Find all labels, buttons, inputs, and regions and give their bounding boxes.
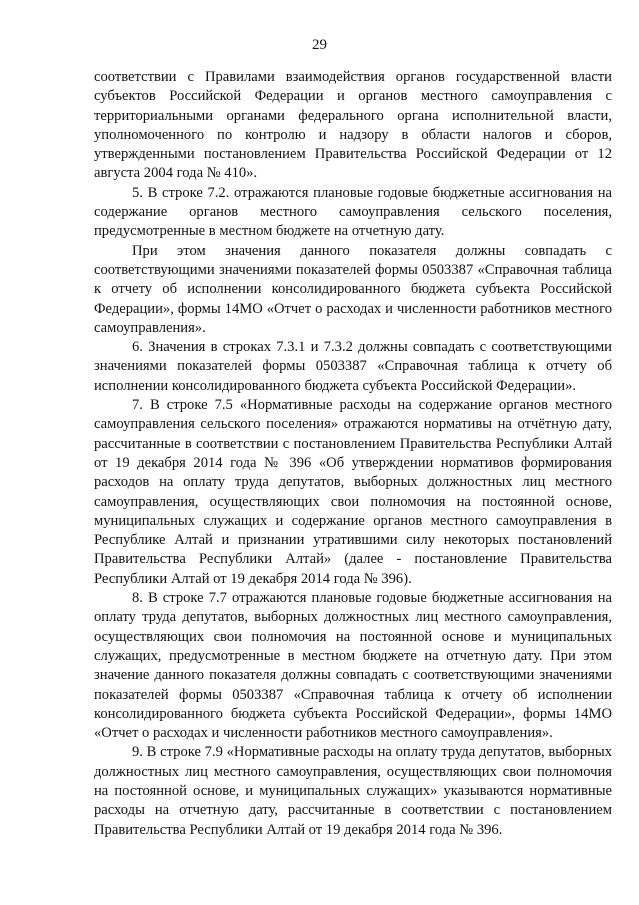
- paragraph-item-9: 9. В строке 7.9 «Нормативные расходы на оплату труда депутатов, выборных должностных лиц местного самоуправления, осуществляющих свои полномочия на постоянной основе, и муниципальных служащих» указываются нормативные расходы на отчетную дату, рассчитанные в соответствии с постановлением Правительства Республики Алтай от 19 декабря 2014 года № 396.: [94, 744, 612, 838]
- paragraph-continuation: соответствии с Правилами взаимодействия органов государственной власти субъектов Российской Федерации и органов местного самоуправления с территориальными органами федерального органа исполнительной власти, уполномоченного по контролю и надзору в области налогов и сборов, утвержденными постановлением Правительства Российской Федерации от 12 августа 2004 года № 410».: [94, 69, 612, 182]
- document-body: [94, 68, 612, 840]
- paragraph-item-6: 6. Значения в строках 7.3.1 и 7.3.2 должны совпадать с соответствующими значениями показателей формы 0503387 «Справочная таблица к отчету об исполнении консолидированного бюджета субъекта Российской Федерации».: [94, 339, 612, 394]
- paragraph-item-5: 5. В строке 7.2. отражаются плановые годовые бюджетные ассигнования на содержание органов местного самоуправления сельского поселения, предусмотренные в местном бюджете на отчетную дату.: [94, 184, 612, 240]
- paragraph-item-5-note: При этом значения данного показателя должны совпадать с соответствующими значениями показателей формы 0503387 «Справочная таблица к отчету об исполнении консолидированного бюджета субъекта Российской Федерации», формы 14МО «Отчет о расходах и численности работников местного самоуправления».: [94, 242, 612, 336]
- page-number: 29: [312, 37, 327, 53]
- paragraph-item-8: 8. В строке 7.7 отражаются плановые годовые бюджетные ассигнования на оплату труда депутатов, выборных должностных лиц местного самоуправления, осуществляющих свои полномочия на постоянной основе и муниципальных служащих, предусмотренные в местном бюджете на отчетную дату. При этом значение данного показателя должны совпадать с соответствующими значениями показателей формы 0503387 «Справочная таблица к отчету об исполнении консолидированного бюджета субъекта Российской Федерации», формы 14МО «Отчет о расходах и численности работников местного самоуправления».: [94, 590, 612, 742]
- paragraph-item-7: 7. В строке 7.5 «Нормативные расходы на содержание органов местного самоуправления сельского поселения» отражаются нормативы на отчётную дату, рассчитанные в соответствии с постановлением Правительства Республики Алтай от 19 декабря 2014 года № 396 «Об утверждении нормативов формирования расходов на оплату труда депутатов, выборных должностных лиц местного самоуправления, осуществляющих свои полномочия на постоянной основе, муниципальных служащих и содержание органов местного самоуправления в Республике Алтай и признании утратившими силу некоторых постановлений Правительства Республики Алтай» (далее - постановление Правительства Республики Алтай от 19 декабря 2014 года № 396).: [94, 397, 612, 587]
